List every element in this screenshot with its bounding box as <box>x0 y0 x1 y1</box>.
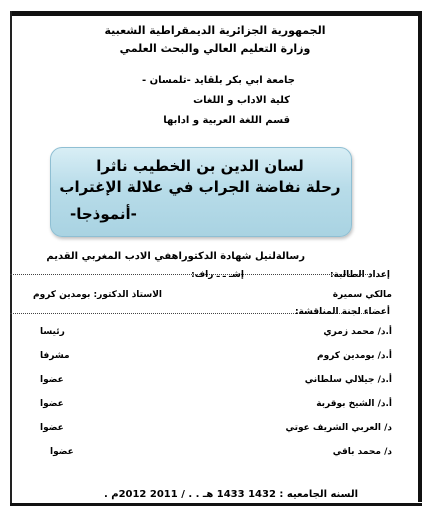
committee-member-role: عضوا <box>40 423 64 433</box>
department-name: قسم اللغة العربية و ادابها <box>163 115 290 126</box>
university-name: جامعة ابي بكر بلقايد -تلمسان - <box>142 75 295 86</box>
committee-member-role: عضوا <box>50 447 74 457</box>
ministry-header: وزارة التعليم العالي والبحث العلمي <box>119 42 311 55</box>
committee-member-name: د/ محمد باقي <box>332 447 392 457</box>
thesis-title-line2: رحلة نفاضة الجراب في علالة الإغتراب <box>59 178 341 196</box>
student-name: مالكي سميرة <box>332 290 392 300</box>
page-border-left <box>10 11 12 506</box>
committee-member-role: عضوا <box>40 375 64 385</box>
committee-member-name: أ.د/ محمد زمري <box>323 327 392 337</box>
committee-label: أعضاء لجنة المناقشة: <box>294 307 390 317</box>
republic-header: الجمهورية الجزائرية الديمقراطية الشعبية <box>104 24 326 37</box>
page-border-right <box>418 11 422 502</box>
thesis-type: رسالةلنيل شهادة الدكتوراهفي الادب المغربي القديم <box>46 251 305 262</box>
committee-member-name: د/ العربي الشريف عوتي <box>285 423 392 433</box>
faculty-name: كلية الاداب و اللغات <box>193 95 290 106</box>
page-border-bottom <box>10 503 422 506</box>
student-label: إعداد الطالبة: <box>330 270 390 280</box>
committee-member-role: مشرفا <box>40 351 70 361</box>
thesis-title-line3: -أنموذجا- <box>70 205 137 223</box>
committee-member-name: أ.د/ بومدين كروم <box>317 351 392 361</box>
committee-member-role: عضوا <box>40 399 64 409</box>
committee-member-name: أ.د/ الشيخ بوقربة <box>316 399 392 409</box>
supervisor-name: الاستاذ الدكتور: بومدين كروم <box>33 290 162 300</box>
supervisor-label: إشـ ـ ـ راف: <box>191 270 244 280</box>
page-border-top <box>10 11 420 16</box>
committee-member-name: أ.د/ جيلالي سلطاني <box>304 375 392 385</box>
committee-member-role: رئيسا <box>40 327 65 337</box>
academic-year: السنه الجامعيه : 1432 1433 هـ . . / 2011 2012م . <box>103 489 358 500</box>
thesis-title-line1: لسان الدين بن الخطيب ناثرا <box>96 157 304 175</box>
